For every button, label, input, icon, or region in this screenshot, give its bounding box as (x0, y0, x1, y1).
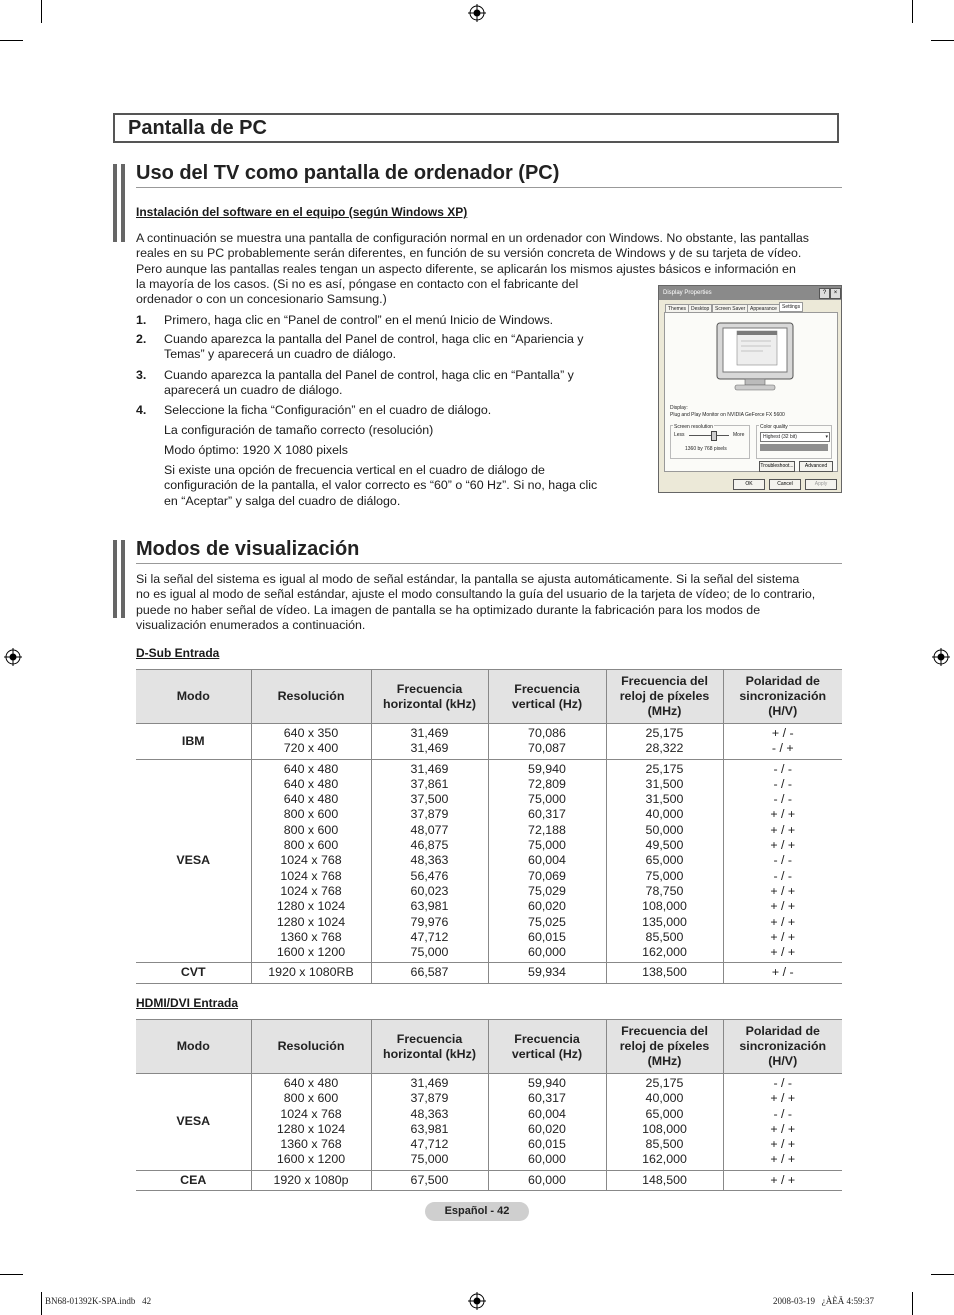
cell-line: 1600 x 1200 (276, 945, 346, 960)
cell-line: 1600 x 1200 (276, 1152, 346, 1167)
v-cell (488, 1170, 606, 1190)
cell-line: 60,000 (528, 1172, 566, 1187)
cell-line: - / - (773, 853, 793, 868)
cell-line: 59,940 (528, 761, 566, 776)
cell-line: 138,500 (642, 965, 687, 980)
header-line: Resolución (277, 1039, 345, 1053)
resolution-slider-track (689, 435, 729, 436)
tab-desktop: Desktop (688, 304, 712, 314)
text-line: puede no haber señal de vídeo. La imagen de pantalla se ha optimizado durante la fabricación para los modos de (136, 602, 761, 617)
cell-line: 46,875 (410, 838, 449, 853)
column-header (136, 1020, 251, 1074)
res-cell (251, 1074, 371, 1171)
clk-cell (606, 724, 723, 760)
cell-line: - / - (773, 868, 793, 883)
text-line: Temas” y aparecerá un cuadro de diálogo. (164, 347, 397, 362)
settings-panel (664, 312, 838, 472)
cell-line: 37,861 (410, 776, 449, 791)
header-line: Modo (176, 1039, 210, 1053)
header-line: Frecuencia (514, 681, 580, 696)
crop-mark (0, 40, 23, 41)
resolution-slider-handle (711, 431, 717, 441)
table-row (136, 724, 842, 760)
heading-side-bar (121, 164, 125, 242)
cell-line: + / + (770, 807, 796, 822)
step-number: 1. (136, 313, 147, 327)
crop-mark (912, 1292, 913, 1315)
cell-line: 640 x 350 (283, 726, 339, 740)
column-header (371, 1020, 488, 1074)
screen-resolution-group (670, 425, 750, 459)
tab-screen-saver: Screen Saver (712, 304, 748, 314)
step-text (164, 403, 624, 418)
cell-line: 108,000 (642, 899, 687, 914)
cell-line: 60,020 (528, 1121, 566, 1136)
heading-side-bar (121, 540, 125, 618)
cell-line: 85,500 (645, 1137, 684, 1152)
hdmi-table-body (136, 1074, 842, 1191)
troubleshoot-button: Troubleshoot... (759, 461, 795, 472)
cell-line: 75,029 (528, 883, 566, 898)
column-header (488, 670, 606, 724)
header-line: Frecuencia del (621, 674, 708, 688)
dsub-table-body (136, 724, 842, 984)
header-line: Frecuencia (396, 1031, 463, 1046)
chevron-down-icon: ▾ (825, 434, 828, 440)
cell-line: 70,087 (528, 741, 566, 756)
step-number: 4. (136, 403, 147, 417)
cell-line: 1920 x 1080RB (268, 965, 354, 980)
res-cell (251, 724, 371, 760)
cell-line: 640 x 480 (283, 761, 339, 776)
cell-line: 31,469 (410, 726, 449, 740)
cell-line: 1024 x 768 (280, 853, 342, 868)
cancel-button: Cancel (769, 479, 801, 490)
text-line: visualización enumerados a continuación. (136, 617, 366, 632)
text-line: ordenador o con un concesionario Samsung.) (136, 292, 387, 307)
cell-line: 50,000 (645, 822, 684, 837)
cell-line: 63,981 (410, 1121, 449, 1136)
color-quality-group (756, 425, 832, 459)
cell-line: + / + (770, 838, 796, 853)
column-header (251, 670, 371, 724)
cell-line: 49,500 (645, 838, 684, 853)
mode-cell: CEA (136, 1170, 251, 1190)
cell-line: - / - (773, 761, 793, 776)
cell-line: 31,469 (410, 761, 449, 776)
cell-line: 40,000 (645, 807, 684, 822)
text-line: La configuración de tamaño correcto (resolución) (164, 423, 434, 437)
cell-line: 37,879 (410, 1091, 449, 1106)
cell-line: 67,500 (410, 1172, 449, 1187)
step-text (164, 332, 624, 363)
column-header (606, 670, 723, 724)
modes-heading: Modos de visualización (136, 538, 360, 560)
color-bar (760, 444, 828, 451)
clk-cell (606, 1170, 723, 1190)
cell-line: 75,000 (528, 838, 566, 853)
v-cell (488, 963, 606, 983)
crop-mark (931, 1274, 954, 1275)
color-label: Color quality (760, 424, 788, 430)
table-row (136, 963, 842, 983)
tab-themes: Themes (665, 304, 689, 314)
cell-line: 47,712 (410, 929, 449, 944)
header-line: horizontal (kHz) (383, 696, 476, 711)
cell-line: 60,317 (528, 807, 566, 822)
v-cell (488, 1074, 606, 1171)
cell-line: 65,000 (645, 1106, 684, 1121)
text-line: Primero, haga clic en “Panel de control” en el menú Inicio de Windows. (164, 313, 554, 327)
file-slug: BN68-01392K-SPA.indb 42 (45, 1296, 152, 1306)
column-header (488, 1020, 606, 1074)
crop-mark (41, 1292, 42, 1315)
cell-line: 78,750 (645, 883, 684, 898)
text-line: Modo óptimo: 1920 X 1080 pixels (164, 443, 348, 457)
cell-line: 640 x 480 (283, 776, 339, 791)
h-cell (371, 1074, 488, 1171)
hdmi-table (136, 1019, 842, 1191)
registration-mark-icon (932, 648, 950, 666)
note-text (164, 423, 624, 438)
mode-cell: VESA (136, 1074, 251, 1171)
dsub-label: D-Sub Entrada (136, 646, 220, 660)
advanced-button: Advanced (799, 461, 833, 472)
header-line: Modo (176, 689, 210, 703)
cell-line: 162,000 (642, 945, 687, 960)
header-line: (MHz) (647, 704, 682, 718)
cell-line: 800 x 600 (283, 822, 339, 837)
text-line: A continuación se muestra una pantalla de configuración normal en un ordenador con Windows. No obstante, las pantallas (136, 231, 809, 245)
cell-line: 1360 x 768 (280, 929, 342, 944)
resolution-value: 1360 by 768 pixels (685, 446, 727, 452)
cell-line: + / - (771, 965, 794, 980)
cell-line: 60,000 (528, 1152, 566, 1167)
header-line: Frecuencia (514, 1031, 580, 1046)
cell-line: + / + (770, 883, 796, 898)
step-number: 3. (136, 368, 147, 382)
table-header-row (136, 670, 842, 724)
note-text (164, 443, 624, 458)
h-cell (371, 759, 488, 963)
header-line: reloj de píxeles (619, 689, 710, 703)
res-cell (251, 963, 371, 983)
column-header (723, 1020, 842, 1074)
cell-line: - / + (771, 741, 794, 756)
heading-side-bar (113, 540, 117, 618)
color-value: Highest (32 bit) (763, 434, 797, 440)
header-line: horizontal (kHz) (383, 1046, 476, 1061)
header-line: sincronización (739, 1039, 827, 1053)
cell-line: 31,469 (410, 741, 449, 756)
header-line: Frecuencia del (621, 1024, 708, 1038)
monitor-icon (715, 321, 795, 393)
cell-line: 65,000 (645, 853, 684, 868)
crop-mark (931, 40, 954, 41)
apply-button: Apply (805, 479, 837, 490)
more-label: More (733, 432, 745, 438)
cell-line: - / - (773, 792, 793, 807)
header-line: vertical (Hz) (511, 696, 583, 711)
cell-line: + / + (770, 929, 796, 944)
column-header (371, 670, 488, 724)
table-row (136, 759, 842, 963)
note-text (164, 463, 634, 509)
cell-line: 25,175 (645, 1076, 684, 1090)
header-line: Polaridad de (745, 1024, 820, 1038)
display-properties-dialog (658, 285, 842, 493)
tab-settings: Settings (779, 302, 803, 312)
section-title: Pantalla de PC (128, 117, 267, 139)
v-cell (488, 759, 606, 963)
crop-mark (41, 0, 42, 23)
heading-rule (136, 187, 842, 188)
step-number: 2. (136, 332, 147, 346)
v-cell (488, 724, 606, 760)
cell-line: 72,809 (528, 776, 566, 791)
cell-line: 37,879 (410, 807, 449, 822)
cell-line: 1360 x 768 (280, 1137, 342, 1152)
res-cell (251, 759, 371, 963)
cell-line: 72,188 (528, 822, 566, 837)
cell-line: + / + (770, 945, 796, 960)
h-cell (371, 724, 488, 760)
cell-line: + / + (770, 822, 796, 837)
registration-mark-icon (468, 1292, 486, 1310)
crop-mark (0, 1274, 23, 1275)
cell-line: 70,086 (528, 726, 566, 740)
h-cell (371, 963, 488, 983)
cell-line: 31,500 (645, 776, 684, 791)
text-line: Cuando aparezca la pantalla del Panel de control, haga clic en “Pantalla” y (164, 368, 574, 382)
cell-line: 40,000 (645, 1091, 684, 1106)
header-line: (H/V) (768, 1054, 798, 1068)
cell-line: 1024 x 768 (280, 1106, 342, 1121)
header-line: Frecuencia (396, 681, 463, 696)
cell-line: 60,317 (528, 1091, 566, 1106)
cell-line: 60,015 (528, 929, 566, 944)
cell-line: 800 x 600 (283, 1091, 339, 1106)
cell-line: 60,004 (528, 853, 566, 868)
cell-line: 75,000 (410, 1152, 449, 1167)
registration-mark-icon (468, 4, 486, 22)
cell-line: 48,363 (410, 1106, 449, 1121)
clk-cell (606, 963, 723, 983)
cell-line: 1024 x 768 (280, 868, 342, 883)
pol-cell (723, 963, 842, 983)
tab-appearance: Appearance (747, 304, 780, 314)
text-line: aparecerá un cuadro de diálogo. (164, 383, 343, 398)
cell-line: 640 x 480 (283, 1076, 339, 1090)
h-cell (371, 1170, 488, 1190)
cell-line: 720 x 400 (283, 741, 339, 756)
header-line: (MHz) (647, 1054, 682, 1068)
column-header (136, 670, 251, 724)
page-number-badge: Español - 42 (425, 1202, 529, 1221)
pol-cell (723, 724, 842, 760)
cell-line: + / + (770, 899, 796, 914)
table-row (136, 1170, 842, 1190)
cell-line: 1280 x 1024 (276, 914, 346, 929)
text-line: Cuando aparezca la pantalla del Panel de control, haga clic en “Apariencia y (164, 332, 584, 346)
cell-line: + / + (770, 1152, 796, 1167)
mode-cell: VESA (136, 759, 251, 963)
step-text (164, 368, 624, 399)
cell-line: 800 x 600 (283, 838, 339, 853)
heading-side-bar (113, 164, 117, 242)
cell-line: 1920 x 1080p (273, 1172, 349, 1187)
text-line: la mayoría de los casos. (Si no es así, póngase en contacto con el fabricante del (136, 276, 579, 291)
mode-cell: IBM (136, 724, 251, 760)
text-line: reales en su PC probablemente serán diferentes, en función de su versión concreta de Windows y de su tarjeta de vídeo. (136, 246, 802, 261)
cell-line: 148,500 (642, 1172, 687, 1187)
cell-line: 79,976 (410, 914, 449, 929)
res-cell (251, 1170, 371, 1190)
cell-line: + / + (770, 914, 796, 929)
resolution-label: Screen resolution (674, 424, 713, 430)
cell-line: 162,000 (642, 1152, 687, 1167)
cell-line: 1280 x 1024 (276, 899, 346, 914)
ok-button: OK (733, 479, 765, 490)
cell-line: + / + (770, 1091, 796, 1106)
pol-cell (723, 1074, 842, 1171)
less-label: Less (674, 432, 685, 438)
cell-line: 1280 x 1024 (276, 1121, 346, 1136)
cell-line: 37,500 (410, 792, 449, 807)
cell-line: 60,000 (528, 945, 566, 960)
cell-line: 31,469 (410, 1076, 449, 1090)
table-row (136, 1074, 842, 1171)
header-line: Polaridad de (745, 674, 820, 688)
cell-line: 60,004 (528, 1106, 566, 1121)
text-line: en “Aceptar” y salga del cuadro de diálogo. (164, 493, 401, 508)
text-line: Seleccione la ficha “Configuración” en el cuadro de diálogo. (164, 403, 492, 417)
text-line: no es igual al modo de señal estándar, ajuste el modo consultando la guía del usuario de la tarjeta de vídeo; de lo contrario, (136, 587, 816, 602)
cell-line: 640 x 480 (283, 792, 339, 807)
text-line: Si la señal del sistema es igual al modo de señal estándar, la pantalla se ajusta automáticamente. Si la señal del sistema (136, 572, 800, 586)
cell-line: 66,587 (410, 965, 449, 980)
cell-line: 75,000 (528, 792, 566, 807)
column-header (251, 1020, 371, 1074)
cell-line: 60,015 (528, 1137, 566, 1152)
date-slug: 2008-03-19 ¿ÀÈÄ 4:59:37 (773, 1296, 874, 1306)
crop-mark (912, 0, 913, 23)
column-header (606, 1020, 723, 1074)
cell-line: - / - (773, 1106, 793, 1121)
cell-line: 75,000 (645, 868, 684, 883)
pc-subheading: Instalación del software en el equipo (según Windows XP) (136, 205, 468, 219)
text-line: Si existe una opción de frecuencia vertical en el cuadro de diálogo de (164, 463, 545, 477)
cell-line: 59,934 (528, 965, 566, 980)
cell-line: + / + (770, 1121, 796, 1136)
cell-line: 108,000 (642, 1121, 687, 1136)
header-line: sincronización (739, 689, 827, 703)
help-icon: ? (819, 288, 830, 299)
mode-cell: CVT (136, 963, 251, 983)
cell-line: 800 x 600 (283, 807, 339, 822)
cell-line: 63,981 (410, 899, 449, 914)
header-line: (H/V) (768, 704, 798, 718)
clk-cell (606, 1074, 723, 1171)
clk-cell (606, 759, 723, 963)
cell-line: 135,000 (642, 914, 687, 929)
cell-line: - / - (773, 1076, 793, 1090)
pol-cell (723, 759, 842, 963)
cell-line: 1024 x 768 (280, 883, 342, 898)
cell-line: + / + (770, 1172, 796, 1187)
dialog-title: Display Properties (659, 286, 841, 300)
hdmi-label: HDMI/DVI Entrada (136, 996, 239, 1010)
cell-line: 48,363 (410, 853, 449, 868)
header-line: Resolución (277, 689, 345, 703)
heading-rule (136, 563, 842, 564)
cell-line: 47,712 (410, 1137, 449, 1152)
cell-line: 31,500 (645, 792, 684, 807)
display-value: Plug and Play Monitor on NVIDIA GeForce FX 5600 (670, 412, 785, 418)
cell-line: 59,940 (528, 1076, 566, 1090)
text-line: configuración de la pantalla, el valor correcto es “60” o “60 Hz”. Si no, haga clic (164, 478, 598, 493)
cell-line: 75,025 (528, 914, 566, 929)
cell-line: 25,175 (645, 761, 684, 776)
display-label: Display: (670, 405, 688, 411)
pc-heading: Uso del TV como pantalla de ordenador (PC) (136, 162, 560, 184)
step-text (164, 313, 624, 328)
cell-line: 60,023 (410, 883, 449, 898)
cell-line: 25,175 (645, 726, 684, 740)
cell-line: 75,000 (410, 945, 449, 960)
cell-line: 85,500 (645, 929, 684, 944)
cell-line: 60,020 (528, 899, 566, 914)
cell-line: 28,322 (645, 741, 684, 756)
cell-line: + / - (771, 726, 794, 740)
close-icon: × (830, 288, 841, 299)
pol-cell (723, 1170, 842, 1190)
cell-line: 70,069 (528, 868, 566, 883)
modes-intro (136, 572, 848, 633)
table-header-row (136, 1020, 842, 1074)
cell-line: + / + (770, 1137, 796, 1152)
color-quality-select (760, 432, 830, 442)
registration-mark-icon (4, 648, 22, 666)
header-line: vertical (Hz) (511, 1046, 583, 1061)
column-header (723, 670, 842, 724)
cell-line: 48,077 (410, 822, 449, 837)
cell-line: - / - (773, 776, 793, 791)
text-line: Pero aunque las pantallas reales tengan un aspecto diferente, se aplicarán los mismos ajustes básicos e información en (136, 261, 796, 276)
cell-line: 56,476 (410, 868, 449, 883)
header-line: reloj de píxeles (619, 1039, 710, 1053)
dsub-table (136, 669, 842, 984)
